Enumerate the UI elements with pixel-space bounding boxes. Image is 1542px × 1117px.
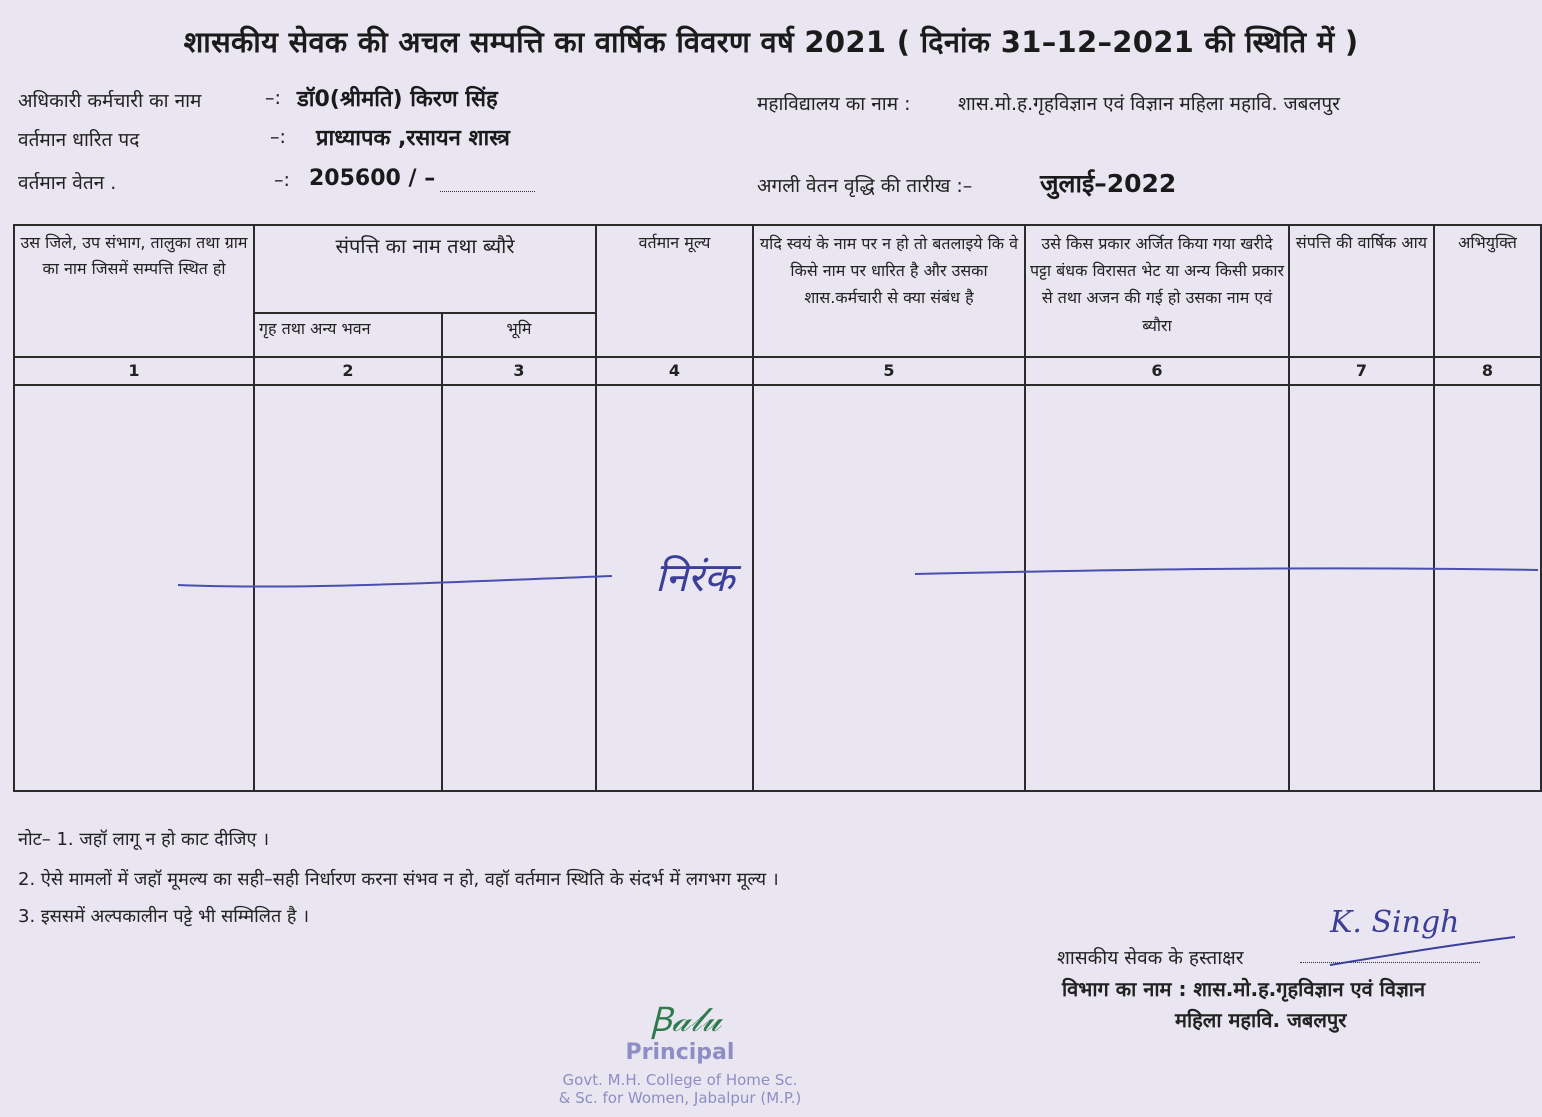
department-line-1: विभाग का नाम : शास.मो.ह.गृहविज्ञान एवं विज्ञान	[1062, 977, 1426, 1001]
col7-header: संपत्ति की वार्षिक आय	[1289, 225, 1434, 357]
principal-signature: Ꞵ𝒶𝓁𝓊	[650, 1000, 721, 1040]
signature-flourish	[1320, 925, 1520, 975]
col-number: 7	[1289, 357, 1434, 385]
post-separator: –:	[270, 126, 286, 148]
col8-header: अभियुक्ति	[1434, 225, 1541, 357]
salary-value: 205600 / –	[309, 166, 436, 191]
col-number: 2	[254, 357, 442, 385]
note-1: नोट– 1. जहॉ लागू न हो काट दीजिए ।	[18, 829, 270, 850]
col-number: 4	[596, 357, 753, 385]
stamp-title: Principal	[625, 1040, 735, 1065]
col5-header: यदि स्वयं के नाम पर न हो तो बतलाइये कि वे किसे नाम पर धारित है और उसका शास.कर्मचारी से क्या संबंध है	[753, 225, 1025, 357]
col23-header: संपत्ति का नाम तथा ब्यौरे	[254, 225, 596, 313]
col-number: 8	[1434, 357, 1541, 385]
principal-stamp	[520, 1040, 840, 1107]
stamp-line-1: Govt. M.H. College of Home Sc.	[562, 1071, 798, 1089]
signature-label: शासकीय सेवक के हस्ताक्षर	[1057, 947, 1244, 969]
salary-separator: –:	[274, 169, 290, 191]
page-title: शासकीय सेवक की अचल सम्पत्ति का वार्षिक विवरण वर्ष 2021 ( दिनांक 31–12–2021 की स्थिति में )	[183, 25, 1359, 59]
college-label: महाविद्यालय का नाम :	[757, 93, 911, 115]
col1-header: उस जिले, उप संभाग, तालुका तथा ग्राम का नाम जिसमें सम्पत्ति स्थित हो	[14, 225, 254, 357]
col-number: 6	[1025, 357, 1289, 385]
col6-header: उसे किस प्रकार अर्जित किया गया खरीदे पट्टा बंधक विरासत भेट या अन्य किसी प्रकार से तथा अजन की गई हो उसका नाम एवं ब्यौरा	[1025, 225, 1289, 357]
note-2: 2. ऐसे मामलों में जहॉ मूमल्य का सही–सही निर्धारण करना संभव न हो, वहॉ वर्तमान स्थिति के संदर्भ में लगभग मूल्य ।	[18, 869, 779, 890]
col-number: 5	[753, 357, 1025, 385]
increment-date-label: अगली वेतन वृद्धि की तारीख :–	[757, 175, 973, 197]
employee-signature: K. Singh	[1330, 905, 1460, 940]
col2-header: गृह तथा अन्य भवन	[254, 313, 442, 357]
employee-name-value: डॉ0(श्रीमति) किरण सिंह	[297, 87, 498, 112]
col-number: 1	[14, 357, 254, 385]
col3-header: भूमि	[442, 313, 596, 357]
employee-name-label: अधिकारी कर्मचारी का नाम	[18, 90, 202, 112]
col-number: 3	[442, 357, 596, 385]
post-label: वर्तमान धारित पद	[18, 129, 140, 151]
handwritten-nil-entry: निरंक	[655, 555, 735, 601]
col4-header: वर्तमान मूल्य	[596, 225, 753, 357]
post-value: प्राध्यापक ,रसायन शास्त्र	[316, 126, 510, 151]
college-value: शास.मो.ह.गृहविज्ञान एवं विज्ञान महिला महावि. जबलपुर	[958, 93, 1340, 115]
department-line-2: महिला महावि. जबलपुर	[1175, 1008, 1347, 1032]
stamp-line-2: & Sc. for Women, Jabalpur (M.P.)	[558, 1089, 802, 1107]
employee-name-separator: –:	[265, 87, 281, 109]
note-3: 3. इससमें अल्पकालीन पट्टे भी सम्मिलित है ।	[18, 906, 310, 927]
increment-date-value: जुलाई–2022	[1040, 169, 1177, 198]
salary-label: वर्तमान वेतन .	[18, 172, 117, 194]
